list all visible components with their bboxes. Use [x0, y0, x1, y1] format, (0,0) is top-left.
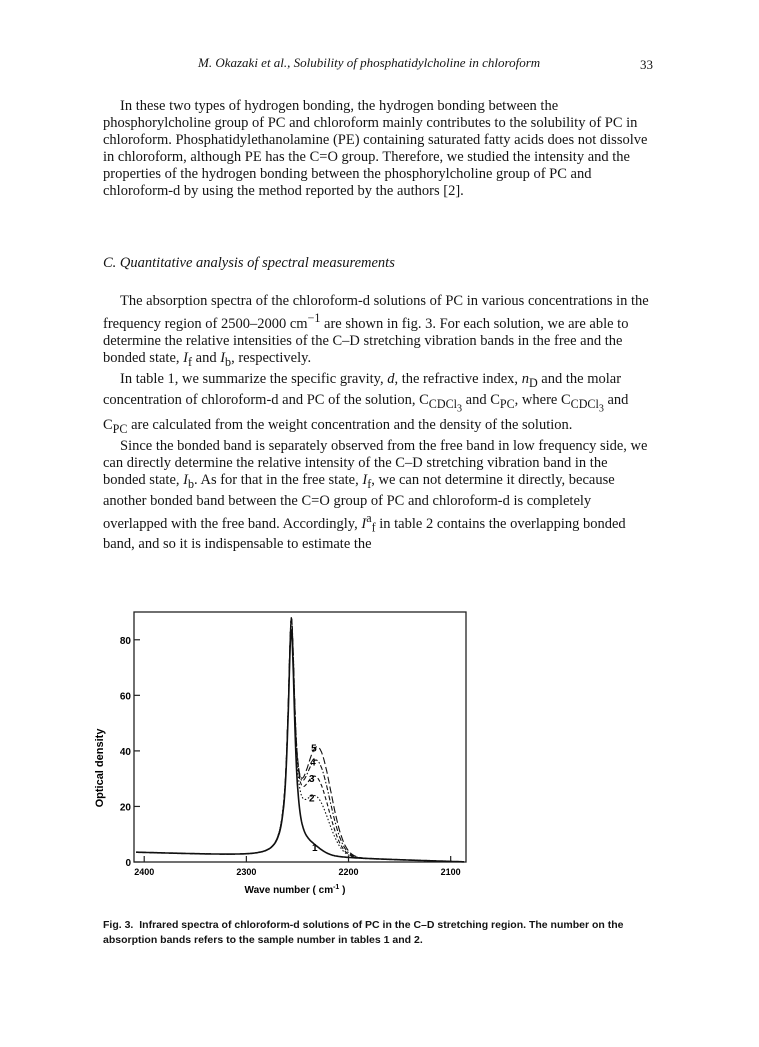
- plot-frame: [134, 612, 466, 862]
- p3-c3-sub-a: CDCl: [570, 396, 599, 411]
- spectrum-line-1: [136, 629, 464, 861]
- p2-ib-sub: b: [225, 354, 232, 369]
- series-label-4: 4: [310, 757, 316, 769]
- paragraph-4: [103, 438, 651, 554]
- spectrum-line-5: [136, 617, 464, 861]
- p3-c4-sub: PC: [112, 421, 128, 436]
- p3-c3-sub: [570, 396, 604, 414]
- p4-ifa-sup: a: [366, 510, 372, 525]
- x-axis-label-end: ): [339, 885, 346, 896]
- p4-t2: . As for that in the free state,: [194, 471, 363, 488]
- x-tick-label-2300: 2300: [236, 867, 257, 877]
- paragraph-2: [103, 293, 651, 371]
- paragraph-3: [103, 371, 651, 438]
- series-label-5: 5: [311, 743, 317, 755]
- p3-t7: are calculated from the weight concentration and the density of the solution.: [127, 416, 573, 433]
- p3-n: n: [521, 370, 529, 387]
- y-axis-label: Optical density: [94, 728, 106, 808]
- x-axis-label: [245, 884, 346, 896]
- x-axis-label-sup: -1: [333, 884, 340, 891]
- p4-ifa-sub: f: [371, 520, 376, 535]
- y-tick-label-20: 20: [119, 802, 131, 814]
- p3-t5: , where C: [514, 391, 571, 408]
- p4-t4: in table 2 contains the overlapping bonded band, and so it is indispensable to estimate the: [103, 515, 626, 553]
- p2-and: and: [192, 349, 221, 366]
- y-tick-label-40: 40: [119, 746, 131, 758]
- p4-ifa: I: [361, 515, 367, 532]
- paragraph-1-text: In these two types of hydrogen bonding, the hydrogen bonding between the phosphorylcholine group of PC and chloroform mainly contributes to the solubility of PC in chloroform. Phosphatidylethanolamine (PE) containing saturated fatty acids does not dissolve in chloroform, although PE has the C=O group. Therefore, we studied the intensity and the properties of the hydrogen bonding between the phosphorylcholine group of PC and chloroform-d by using the method reported by the authors [2].: [103, 98, 648, 199]
- p3-n-sub: D: [528, 375, 538, 390]
- y-tick-label-60: 60: [119, 691, 131, 703]
- p3-t4: and C: [462, 391, 500, 408]
- p2-if: I: [183, 349, 188, 366]
- y-tick-label-80: 80: [119, 635, 131, 647]
- p3-t1: In table 1, we summarize the specific gravity,: [120, 370, 388, 387]
- p4-ib: I: [183, 471, 188, 488]
- paragraph-1: [103, 98, 651, 200]
- p3-c1-sub-a: CDCl: [428, 396, 457, 411]
- p2-end: , respectively.: [231, 349, 312, 366]
- x-tick-label-2200: 2200: [338, 867, 359, 877]
- figure-3: [80, 600, 480, 910]
- p4-t1: Since the bonded band is separately observed from the free band in low frequency side, we can directly determine the relative intensity of the C–D stretching vibration band in the bonded state,: [103, 437, 648, 488]
- p3-c1-sub-b: 3: [457, 402, 463, 414]
- y-tick-label-0: 0: [125, 858, 131, 869]
- p3-c1-sub: [428, 396, 463, 414]
- p2-text-b: are shown in fig. 3. For each solution, we are able to determine the relative intensities of the C–D stretching vibration bands in the free and the bonded state,: [103, 315, 629, 366]
- series-label-1: 1: [311, 843, 318, 855]
- series-label-3: 3: [309, 774, 315, 785]
- figure-label: Fig. 3.: [103, 919, 134, 931]
- p4-if: I: [362, 471, 368, 488]
- p2-sup: −1: [307, 311, 321, 325]
- p2-ib: I: [220, 349, 226, 366]
- p4-if-sub: f: [367, 476, 372, 491]
- figure-caption: [103, 918, 656, 948]
- x-tick-label-2400: 2400: [134, 867, 155, 877]
- spectrum-line-2: [136, 621, 464, 862]
- x-tick-label-2100: 2100: [440, 867, 461, 877]
- p4-ib-sub: b: [187, 476, 195, 491]
- spectrum-line-4: [136, 617, 464, 862]
- p3-d: d: [387, 370, 395, 387]
- p3-c3-sub-b: 3: [598, 402, 604, 414]
- p4-t3: , we can not determine it directly, because another bonded band between the C=O group of PC and chloroform-d is completely overlapped with the free band. Accordingly,: [103, 471, 615, 532]
- body-text: [103, 293, 651, 553]
- ir-spectrum-chart: [80, 600, 480, 910]
- p3-t2: , the refractive index,: [394, 370, 522, 387]
- series-label-2: 2: [309, 793, 315, 805]
- p3-t3: and the molar concentration of chloroform-d and PC of the solution, C: [103, 370, 622, 408]
- x-axis-label-text: Wave number ( cm: [244, 885, 334, 896]
- spectrum-line-3: [136, 618, 464, 862]
- p2-text-a: The absorption spectra of the chloroform-d solutions of PC in various concentrations in the frequency region of 2500–2000 cm: [103, 293, 649, 332]
- caption-text: Infrared spectra of chloroform-d solutions of PC in the C–D stretching region. The number on the absorption bands refers to the sample number in tables 1 and 2.: [103, 919, 624, 946]
- page-number: 33: [640, 57, 653, 72]
- section-heading: C. Quantitative analysis of spectral measurements: [103, 255, 395, 271]
- p3-t6: and C: [103, 391, 629, 433]
- p2-if-sub: f: [187, 354, 193, 369]
- running-title: M. Okazaki et al., Solubility of phosphatidylcholine in chloroform: [198, 55, 541, 70]
- p3-c2-sub: PC: [499, 396, 515, 411]
